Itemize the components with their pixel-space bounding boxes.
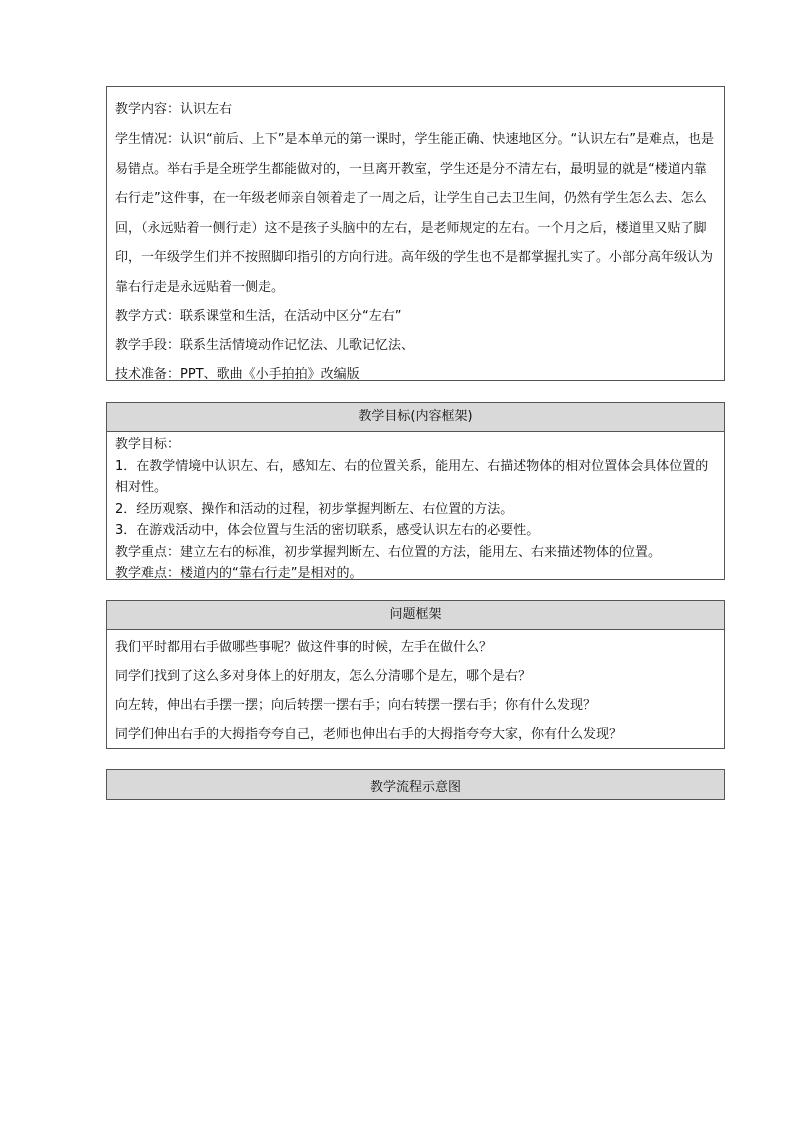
objective-line: 3．在游戏活动中，体会位置与生活的密切联系，感受认识左右的必要性。 [115,523,540,538]
teaching-means: 教学手段：联系生活情境动作记忆法、儿歌记忆法、 [115,338,415,353]
questions-box [106,600,725,749]
teaching-content: 教学内容：认识左右 [115,102,233,117]
flow-diagram-box [106,769,725,800]
objective-line: 2．经历观察、操作和活动的过程，初步掌握判断左、右位置的方法。 [115,501,514,517]
question-line: 同学们伸出右手的大拇指夸夸自己，老师也伸出右手的大拇指夸夸大家，你有什么发现？ [115,727,623,742]
question-line: 我们平时都用右手做哪些事呢？做这件事的时候，左手在做什么？ [115,640,493,655]
questions-body [107,630,724,749]
objective-line: 教学目标： [115,437,181,452]
objectives-box [106,402,725,580]
objectives-body [107,432,724,585]
flow-header: 教学流程示意图 [107,770,724,799]
question-line: 同学们找到了这么多对身体上的好朋友，怎么分清哪个是左，哪个是右？ [115,669,532,684]
questions-header: 问题框架 [107,601,724,630]
question-line: 向左转，伸出右手摆一摆；向后转摆一摆右手；向右转摆一摆右手；你有什么发现？ [115,698,597,713]
objective-line: 教学重点：建立左右的标准，初步掌握判断左、右位置的方法，能用左、右来描述物体的位置。 [115,544,662,560]
teaching-method: 教学方式：联系课堂和生活，在活动中区分“左右” [115,309,402,324]
objective-line: 1．在教学情境中认识左、右，感知左、右的位置关系，能用左、右描述物体的相对位置体会具体位置的相对性。 [115,458,709,495]
lesson-info-box [106,86,725,381]
student-situation: 学生情况：认识“前后、上下”是本单元的第一课时，学生能正确、快速地区分。“认识左右”是难点，也是易错点。举右手是全班学生都能做对的，一旦离开教室，学生还是分不清左右，最明显的就是“楼道内靠右行走”这件事，在一年级老师亲自领着走了一周之后，让学生自己去卫生间，仍然有学生怎么去、怎么回，（永远贴着一侧行走）这不是孩子头脑中的左右，是老师规定的左右。一个月之后，楼道里又贴了脚印，一年级学生们并不按照脚印指引的方向行进。高年级的学生也不是都掌握扎实了。小部分高年级认为靠右行走是永远贴着一侧走。 [115,132,714,295]
objective-line: 教学难点：楼道内的“靠右行走”是相对的。 [115,566,363,581]
tech-preparation: 技术准备：PPT、歌曲《小手拍拍》改编版 [115,367,360,382]
objectives-header: 教学目标(内容框架) [107,403,724,432]
